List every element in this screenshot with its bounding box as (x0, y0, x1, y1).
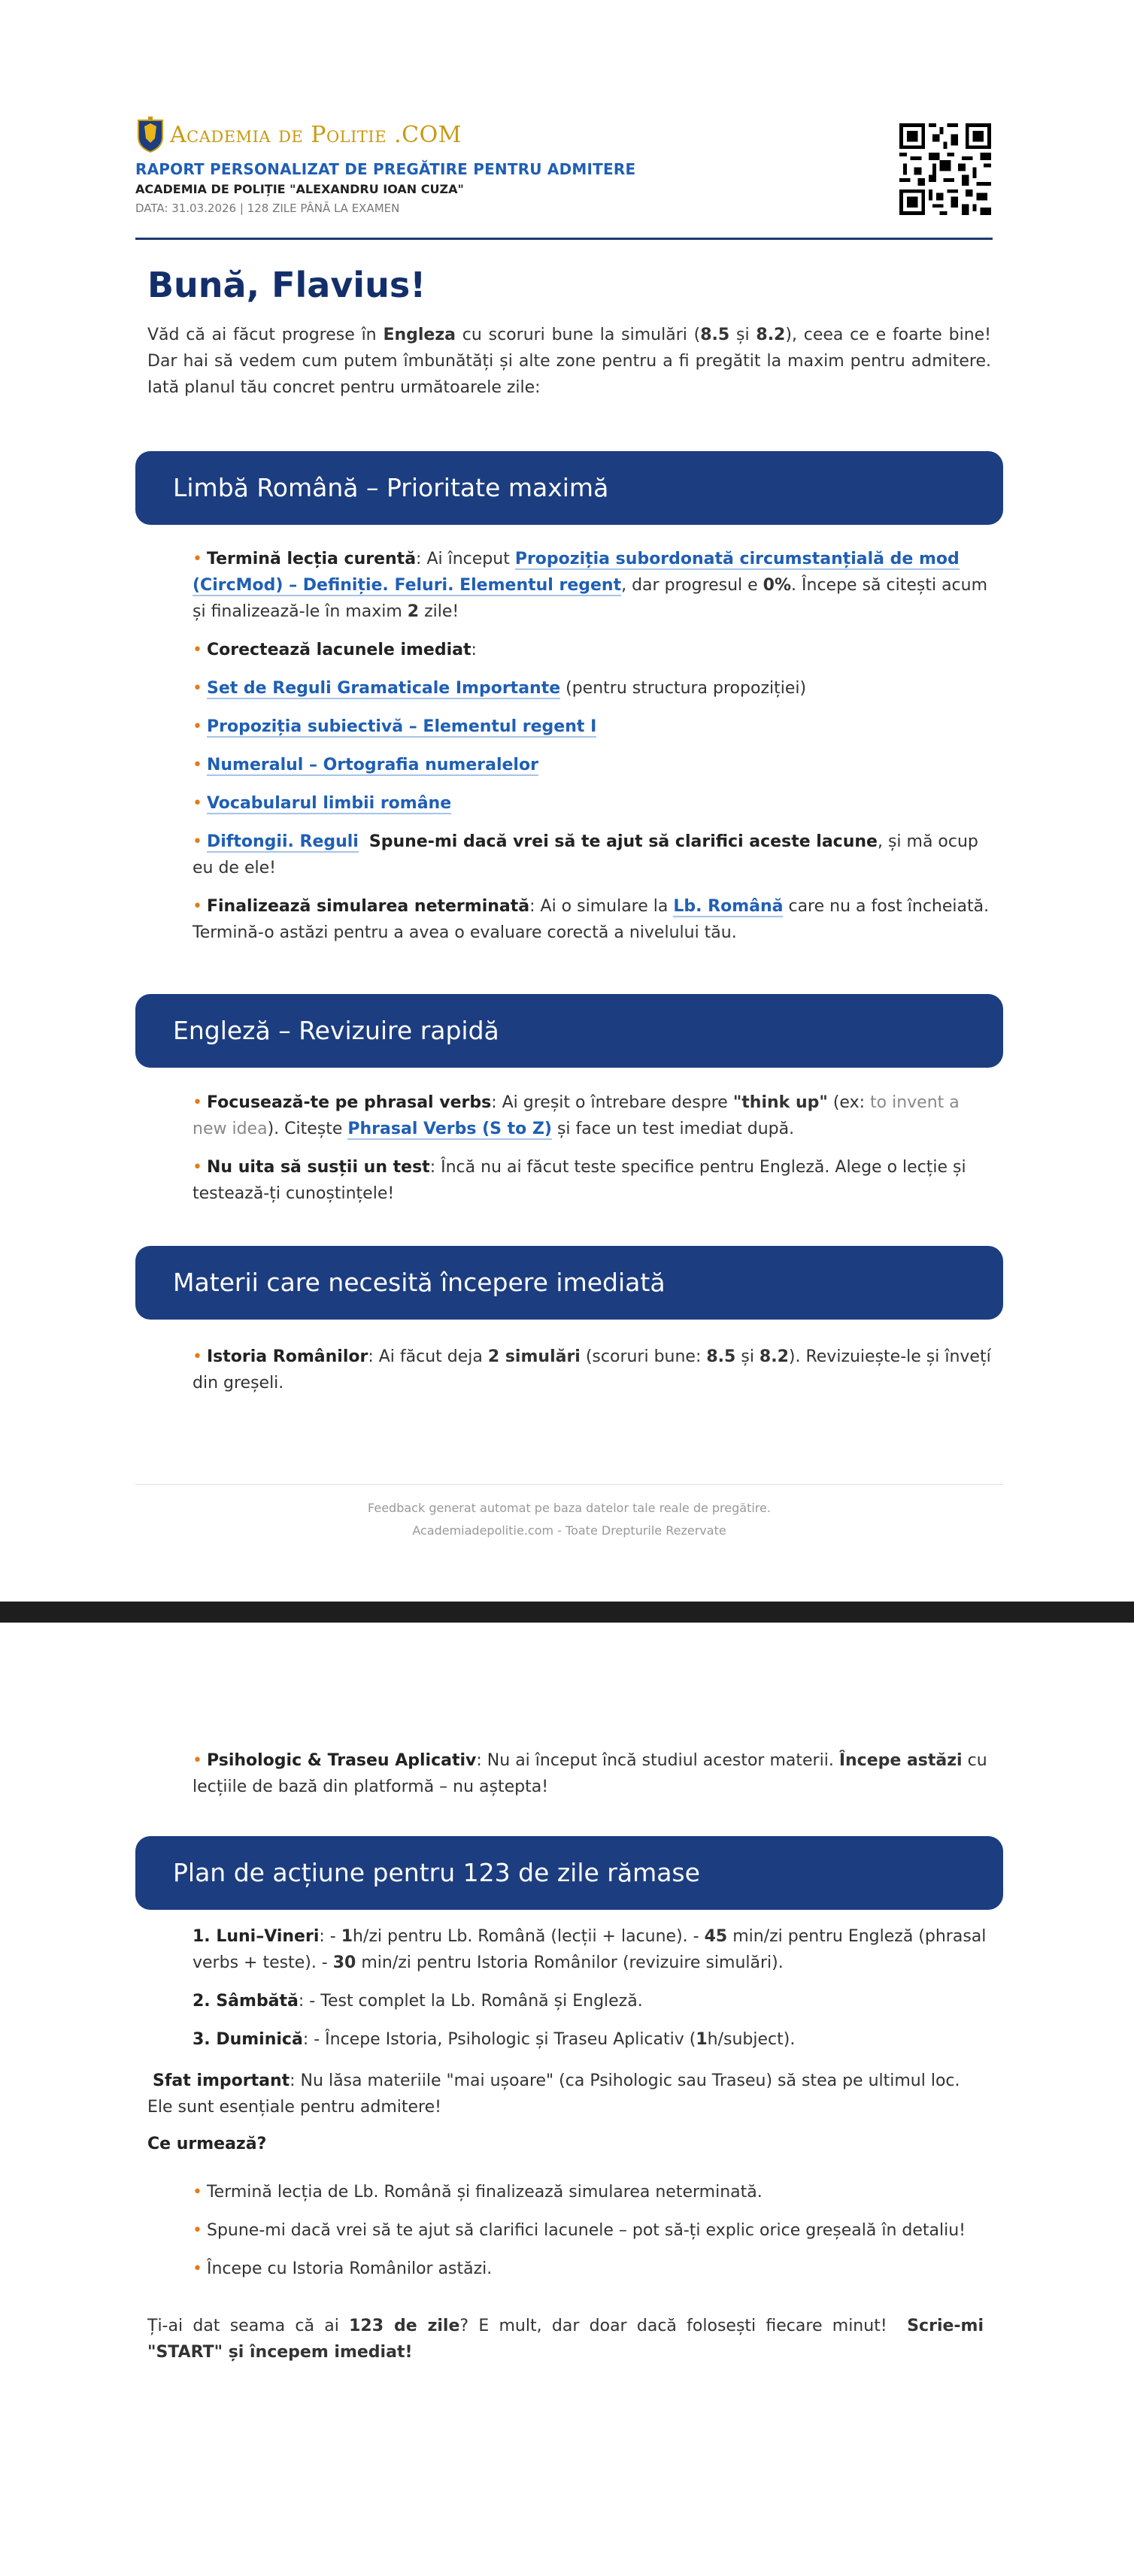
page-separator (0, 1602, 1134, 1623)
site-logo[interactable] (135, 116, 462, 153)
list-item (193, 790, 993, 817)
intro-paragraph: Văd că ai făcut progrese în Engleza cu scoruri bune la simulări (8.5 și 8.2), ceea ce e foarte bine! Dar hai să vedem cum putem îmbunătăți și alte zone pentru a fi pregătit la maxim pentru admitere. Iată planul tău concret pentru următoarele zile: (147, 326, 992, 397)
lesson-link-vocabularul[interactable]: Vocabularul limbii române (206, 794, 452, 813)
list-item: 3. Duminică: - Începe Istoria, Psihologic și Traseu Aplicativ (1h/subject). (193, 2030, 796, 2049)
lesson-link-reguli-gramaticale[interactable]: Set de Reguli Gramaticale Importante (206, 679, 561, 698)
materii-list-2 (193, 1747, 993, 1812)
closing-paragraph: Ți-ai dat seama că ai 123 de zile? E mult, dar doar dacă folosești fiecare minut! Scrie-mi "START" și începem imediat! (147, 2317, 984, 2362)
bullet-icon: • (193, 1093, 202, 1112)
section-header-materii: Materii care necesită începere imediată (135, 1246, 1003, 1320)
report-title: RAPORT PERSONALIZAT DE PREGĂTIRE PENTRU ADMITERE (135, 160, 636, 178)
list-item: • Istoria Românilor: Ai făcut deja 2 simulări (scoruri bune: 8.5 și 8.2). Revizuiește-le și învețí din greșeli. (193, 1347, 991, 1393)
bullet-icon: • (193, 1751, 202, 1770)
list-item: • Începe cu Istoria Românilor astăzi. (193, 2259, 493, 2278)
footer-copyright: Academiadepolitie.com - Toate Drepturile Rezervate (412, 1523, 726, 1538)
lesson-link-circmod[interactable]: Propoziția subordonată circumstanțială de mod (CircMod) – Definiție. Feluri. Elementul regent (193, 550, 960, 595)
plan-list (193, 1923, 993, 2065)
report-page-2 (0, 1623, 1134, 2576)
list-item: • Finalizează simularea neterminată: Ai o simulare la Lb. Română care nu a fost încheiată. Termină-o astăzi pentru a avea o evaluare corectă a nivelului tău. (193, 897, 990, 942)
list-item: • Termină lecția curentă: Ai început Propoziția subordonată circumstanțială de mod (CircMod) – Definiție. Feluri. Elementul regent, dar progresul e 0%. Începe să citești acum și finalizează-le în maxim 2 zile! (193, 550, 988, 621)
start-cta: Scrie-mi "START" și începem imediat! (147, 2317, 984, 2362)
materii-list-1 (193, 1344, 993, 1408)
report-date: DATA: 31.03.2026 | 128 ZILE PÂNĂ LA EXAMEN (135, 202, 400, 215)
next-list (193, 2179, 993, 2294)
coat-of-arms-icon (135, 116, 165, 153)
lesson-link-propozitia-subiectiva[interactable]: Propoziția subiectivă – Elementul regent I (206, 717, 597, 736)
section-header-romana: Limbă Română – Prioritate maximă (135, 451, 1003, 525)
bullet-icon: • (193, 794, 202, 813)
academy-name: ACADEMIA DE POLIȚIE "ALEXANDRU IOAN CUZA" (135, 182, 464, 196)
tip-paragraph: Sfat important: Nu lăsa materiile "mai ușoare" (ca Psihologic sau Traseu) să stea pe ultimul loc. Ele sunt esențiale pentru admitere! (147, 2071, 960, 2117)
list-item: • Spune-mi dacă vrei să te ajut să clarifici lacunele – pot să-ți explic orice greșeală în detaliu! (193, 2221, 966, 2240)
bullet-icon: • (193, 641, 202, 659)
bullet-icon: • (193, 832, 202, 851)
lesson-link-diftongii[interactable]: Diftongii. Reguli (206, 832, 359, 851)
list-item: • Diftongii. Reguli Spune-mi dacă vrei să te ajut să clarifici aceste lacune, și mă ocup eu de ele! (193, 832, 978, 877)
bullet-icon: • (193, 756, 202, 774)
list-item: • Termină lecția de Lb. Română și finalizează simularea neterminată. (193, 2183, 763, 2202)
romana-list (193, 546, 993, 958)
next-heading: Ce urmează? (147, 2135, 267, 2153)
footer-note: Feedback generat automat pe baza datelor tale reale de pregătire. (368, 1501, 771, 1515)
list-item: • Focusează-te pe phrasal verbs: Ai greșit o întrebare despre "think up" (ex: to invent a new idea). Citește Phrasal Verbs (S to Z) și face un test imediat după. (193, 1093, 960, 1138)
list-item: • Corectează lacunele imediat: (193, 641, 477, 659)
list-item: 1. Luni–Vineri: - 1h/zi pentru Lb. Română (lecții + lacune). - 45 min/zi pentru Engleză (phrasal verbs + teste). - 30 min/zi pentru Istoria Românilor (revizuire simulări). (193, 1927, 987, 1972)
list-item (193, 752, 993, 778)
section-header-engleza: Engleză – Revizuire rapidă (135, 994, 1003, 1068)
bullet-icon: • (193, 2183, 202, 2202)
bullet-icon: • (193, 717, 202, 736)
lesson-link-numeralul[interactable]: Numeralul – Ortografia numeralelor (206, 756, 538, 774)
list-item: • Set de Reguli Gramaticale Importante (pentru structura propoziției) (193, 679, 807, 698)
qr-code-icon (899, 123, 991, 215)
bullet-icon: • (193, 1347, 202, 1366)
section-header-plan: Plan de acțiune pentru 123 de zile rămase (135, 1836, 1003, 1910)
list-item: • Psihologic & Traseu Aplicativ: Nu ai început încă studiul acestor materii. Începe astăzi cu lecțiile de bază din platformă – nu aștepta! (193, 1751, 987, 1796)
logo-text: Academia de Politie .COM (170, 121, 462, 148)
engleza-list (193, 1089, 993, 1219)
bullet-icon: • (193, 679, 202, 698)
bullet-icon: • (193, 1158, 202, 1177)
bullet-icon: • (193, 897, 202, 916)
simulation-link-romana[interactable]: Lb. Română (673, 897, 784, 916)
header-divider (135, 238, 993, 240)
bullet-icon: • (193, 2221, 202, 2240)
list-item: 2. Sâmbătă: - Test complet la Lb. Română și Engleză. (193, 1992, 643, 2011)
greeting-heading: Bună, Flavius! (147, 265, 426, 305)
page-footer (135, 1484, 1003, 1542)
list-item (193, 714, 993, 740)
lesson-link-phrasal-verbs[interactable]: Phrasal Verbs (S to Z) (347, 1120, 552, 1138)
intro-subject: Engleza (383, 326, 456, 344)
list-item: • Nu uita să susții un test: Încă nu ai făcut teste specifice pentru Engleză. Alege o lecție și testează-ți cunoștințele! (193, 1158, 966, 1203)
bullet-icon: • (193, 550, 202, 568)
bullet-icon: • (193, 2259, 202, 2278)
